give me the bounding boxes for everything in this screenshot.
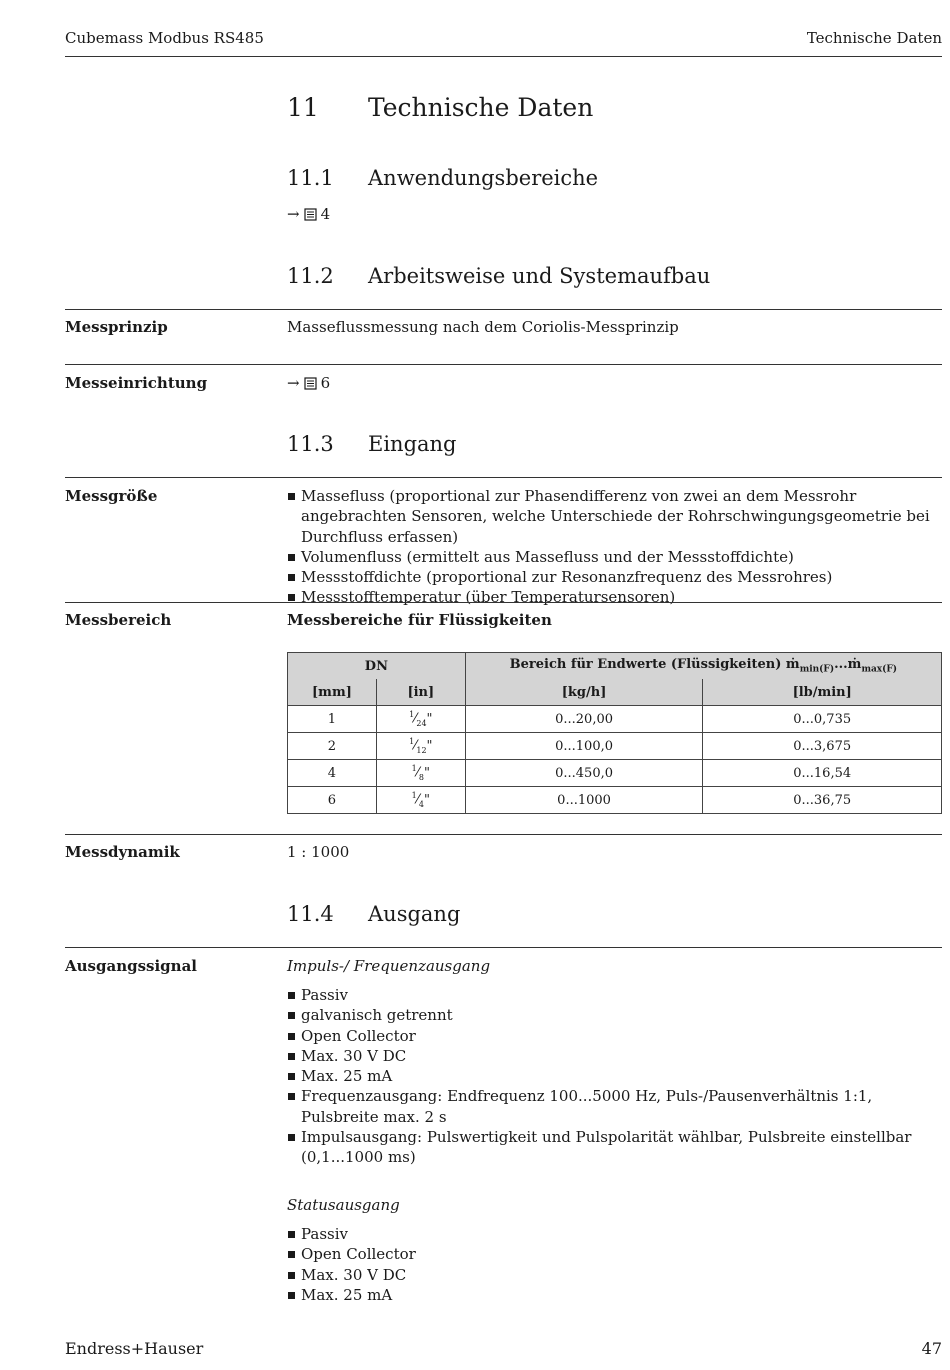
table-cell: 0...1000 (465, 787, 703, 814)
section-title: Anwendungsbereiche (368, 166, 599, 190)
table-row (288, 787, 942, 814)
page-number: 6 (320, 374, 331, 392)
list-item: Passiv (287, 985, 942, 1005)
measuring-range-table (287, 652, 942, 814)
subheading: Impuls-/ Frequenzausgang (287, 957, 491, 975)
row-rule (65, 834, 942, 835)
table-cell: 0...20,00 (465, 706, 703, 733)
chapter-number: 11 (287, 93, 319, 122)
table-cell: 0...450,0 (465, 760, 703, 787)
row-label: Messdynamik (65, 843, 180, 861)
list-item: Open Collector (287, 1244, 942, 1264)
table-cell: 0...36,75 (703, 787, 942, 814)
table-cell: 2 (288, 733, 377, 760)
table-caption: Messbereiche für Flüssigkeiten (287, 611, 552, 629)
row-label: Messbereich (65, 611, 172, 629)
list-item: Open Collector (287, 1026, 942, 1046)
column-header-in: [in] (376, 679, 465, 706)
status-output-list (287, 1224, 942, 1305)
column-header-lbmin: [lb/min] (703, 679, 942, 706)
table-cell: 4 (288, 760, 377, 787)
pulse-output-list (287, 985, 942, 1168)
section-number: 11.1 (287, 166, 334, 190)
section-rule (65, 947, 942, 948)
section-number: 11.3 (287, 432, 334, 456)
arrow-right-icon: → (287, 205, 300, 223)
column-header-range: Bereich für Endwerte (Flüssigkeiten) ṁ$_{min(F)}$...ṁ$_{max(F)}$ (465, 653, 941, 680)
footer-brand: Endress+Hauser (65, 1339, 204, 1358)
section-number: 11.4 (287, 902, 334, 926)
column-header-mm: [mm] (288, 679, 377, 706)
table-cell: 6 (288, 787, 377, 814)
measured-variables-list (287, 486, 942, 608)
header-right: Technische Daten (806, 29, 942, 47)
table-row (288, 760, 942, 787)
page-reference-link[interactable] (287, 205, 330, 225)
section-title: Eingang (368, 432, 457, 456)
table-cell: 0...100,0 (465, 733, 703, 760)
row-value: 1 : 1000 (287, 843, 350, 861)
row-label: Ausgangssignal (65, 957, 197, 975)
row-rule (65, 602, 942, 603)
arrow-right-icon: → (287, 374, 300, 392)
header-rule (65, 56, 942, 57)
table-cell: $^1⁄_{12}$" (376, 733, 465, 760)
subheading: Statusausgang (287, 1196, 400, 1214)
row-value: Masseflussmessung nach dem Coriolis-Messprinzip (287, 318, 679, 336)
table-cell: 1 (288, 706, 377, 733)
table-row (288, 733, 942, 760)
list-item: Max. 25 mA (287, 1285, 942, 1305)
table-cell: 0...3,675 (703, 733, 942, 760)
list-item: Max. 25 mA (287, 1066, 942, 1086)
row-label: Messeinrichtung (65, 374, 208, 392)
column-header-kgh: [kg/h] (465, 679, 703, 706)
list-item: Messstofftemperatur (über Temperatursensoren) (287, 587, 942, 607)
section-title: Ausgang (368, 902, 461, 926)
column-header-dn: DN (288, 653, 466, 680)
list-item: Impulsausgang: Pulswertigkeit und Pulspolarität wählbar, Pulsbreite einstellbar (0,1...1000 ms) (287, 1127, 942, 1168)
table-cell: 0...0,735 (703, 706, 942, 733)
document-icon (304, 207, 317, 225)
table-cell: $^1⁄_{24}$" (376, 706, 465, 733)
footer-page-number: 47 (921, 1339, 942, 1358)
list-item: Massefluss (proportional zur Phasendifferenz von zwei an dem Messrohr angebrachten Sensoren, welche Unterschiede der Rohrschwingungsgeometrie bei Durchfluss erfassen) (287, 486, 942, 547)
row-label: Messprinzip (65, 318, 168, 336)
row-label: Messgröße (65, 487, 158, 505)
header-left: Cubemass Modbus RS485 (65, 29, 264, 47)
table-row (288, 706, 942, 733)
document-icon (304, 376, 317, 394)
section-rule (65, 309, 942, 310)
table-cell: $^1⁄_8$" (376, 760, 465, 787)
section-rule (65, 477, 942, 478)
section-title: Arbeitsweise und Systemaufbau (368, 264, 711, 288)
row-rule (65, 364, 942, 365)
list-item: Max. 30 V DC (287, 1046, 942, 1066)
page-number: 4 (320, 205, 331, 223)
page-reference-link[interactable] (287, 374, 330, 394)
table-cell: 0...16,54 (703, 760, 942, 787)
list-item: Frequenzausgang: Endfrequenz 100...5000 Hz, Puls-/Pausenverhältnis 1:1, Pulsbreite max. 2 s (287, 1086, 942, 1127)
list-item: Volumenfluss (ermittelt aus Massefluss und der Messstoffdichte) (287, 547, 942, 567)
chapter-title: Technische Daten (368, 93, 594, 122)
list-item: galvanisch getrennt (287, 1005, 942, 1025)
section-number: 11.2 (287, 264, 334, 288)
list-item: Passiv (287, 1224, 942, 1244)
list-item: Messstoffdichte (proportional zur Resonanzfrequenz des Messrohres) (287, 567, 942, 587)
table-cell: $^1⁄_4$" (376, 787, 465, 814)
list-item: Max. 30 V DC (287, 1265, 942, 1285)
